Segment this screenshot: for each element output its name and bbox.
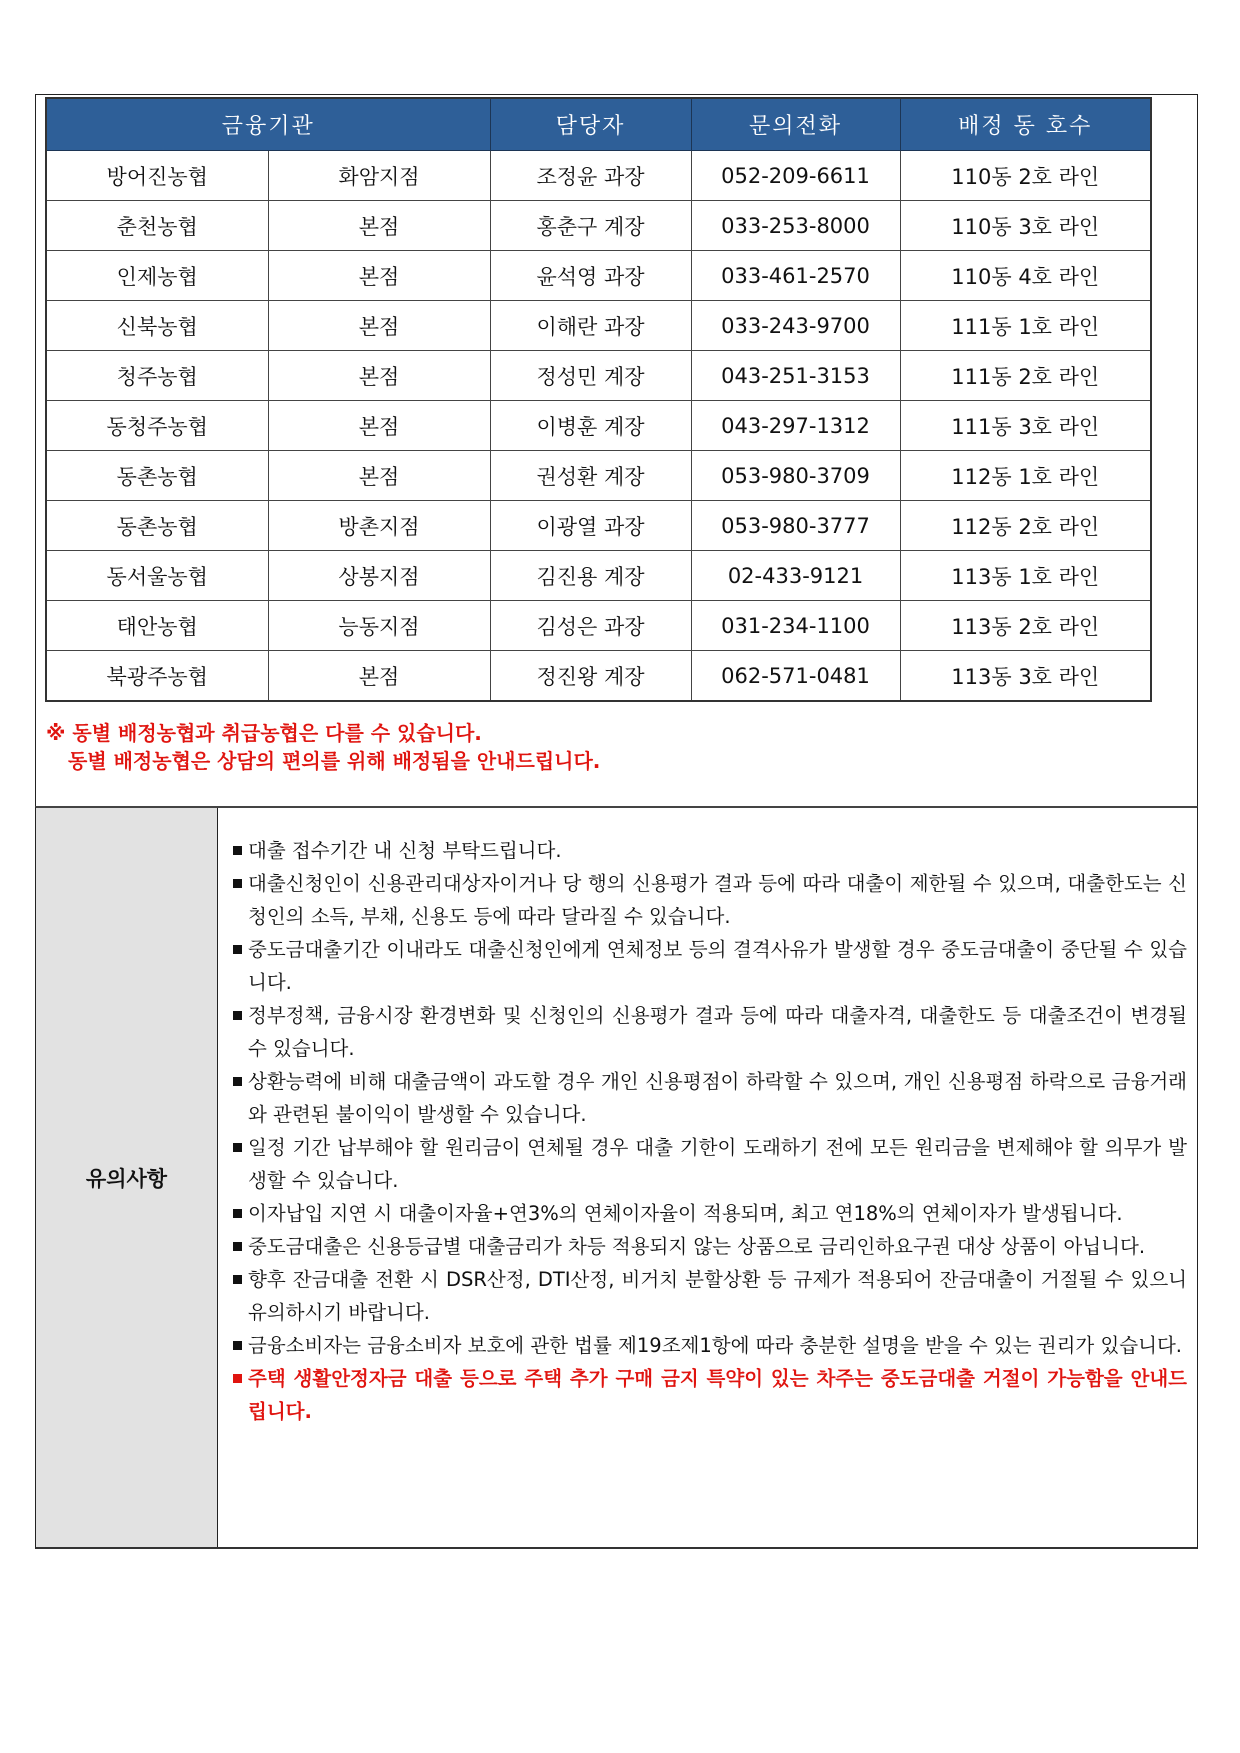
phone-number: 033-253-8000 [691, 201, 900, 251]
table-row [46, 151, 1151, 201]
caution-item: 대출 접수기간 내 신청 부탁드립니다. [232, 834, 1187, 867]
branch-name: 화암지점 [268, 151, 490, 201]
branch-name: 능동지점 [268, 601, 490, 651]
header-institution: 금융기관 [46, 98, 490, 151]
branch-name: 본점 [268, 201, 490, 251]
bank-name: 방어진농협 [46, 151, 268, 201]
square-bullet-icon [233, 879, 242, 888]
phone-number: 02-433-9121 [691, 551, 900, 601]
branch-name: 본점 [268, 401, 490, 451]
branch-name: 본점 [268, 451, 490, 501]
header-manager: 담당자 [490, 98, 691, 151]
branch-name: 상봉지점 [268, 551, 490, 601]
caution-item: 대출신청인이 신용관리대상자이거나 당 행의 신용평가 결과 등에 따라 대출이 제한될 수 있으며, 대출한도는 신청인의 소득, 부채, 신용도 등에 따라 달라질 수 있습니다. [232, 867, 1187, 933]
manager-name: 윤석영 과장 [490, 251, 691, 301]
branch-name: 본점 [268, 351, 490, 401]
manager-name: 정성민 계장 [490, 351, 691, 401]
caution-item: 일정 기간 납부해야 할 원리금이 연체될 경우 대출 기한이 도래하기 전에 모든 원리금을 변제해야 할 의무가 발생할 수 있습니다. [232, 1131, 1187, 1197]
phone-number: 033-243-9700 [691, 301, 900, 351]
square-bullet-icon [233, 1011, 242, 1020]
assignment: 113동 2호 라인 [900, 601, 1151, 651]
phone-number: 053-980-3709 [691, 451, 900, 501]
cautions-section [35, 806, 1198, 1549]
square-bullet-icon [233, 1341, 242, 1350]
manager-name: 김성은 과장 [490, 601, 691, 651]
table-row [46, 451, 1151, 501]
square-bullet-icon [233, 1374, 242, 1383]
caution-item: 금융소비자는 금융소비자 보호에 관한 법률 제19조제1항에 따라 충분한 설명을 받을 수 있는 권리가 있습니다. [232, 1329, 1187, 1362]
phone-number: 052-209-6611 [691, 151, 900, 201]
assignment: 110동 4호 라인 [900, 251, 1151, 301]
square-bullet-icon [233, 1275, 242, 1284]
table-body [46, 151, 1151, 702]
manager-name: 권성환 계장 [490, 451, 691, 501]
bank-name: 동청주농협 [46, 401, 268, 451]
square-bullet-icon [233, 846, 242, 855]
caution-item: 이자납입 지연 시 대출이자율+연3%의 연체이자율이 적용되며, 최고 연18%의 연체이자가 발생됩니다. [232, 1197, 1187, 1230]
phone-number: 053-980-3777 [691, 501, 900, 551]
square-bullet-icon [233, 1209, 242, 1218]
table-row [46, 601, 1151, 651]
bank-name: 청주농협 [46, 351, 268, 401]
square-bullet-icon [233, 1143, 242, 1152]
cautions-label: 유의사항 [36, 808, 218, 1547]
assignment: 111동 3호 라인 [900, 401, 1151, 451]
manager-name: 조정윤 과장 [490, 151, 691, 201]
manager-name: 홍춘구 계장 [490, 201, 691, 251]
branch-table [45, 97, 1152, 702]
branch-section [35, 94, 1198, 806]
phone-number: 043-251-3153 [691, 351, 900, 401]
phone-number: 031-234-1100 [691, 601, 900, 651]
note-line-2: 동별 배정농협은 상담의 편의를 위해 배정됨을 안내드립니다. [68, 749, 601, 773]
bank-name: 동서울농협 [46, 551, 268, 601]
bank-name: 신북농협 [46, 301, 268, 351]
manager-name: 이광열 과장 [490, 501, 691, 551]
square-bullet-icon [233, 945, 242, 954]
manager-name: 김진용 계장 [490, 551, 691, 601]
phone-number: 033-461-2570 [691, 251, 900, 301]
branch-name: 방촌지점 [268, 501, 490, 551]
table-row [46, 651, 1151, 702]
phone-number: 062-571-0481 [691, 651, 900, 702]
header-assignment: 배정 동 호수 [900, 98, 1151, 151]
table-row [46, 501, 1151, 551]
caution-item-highlighted: 주택 생활안정자금 대출 등으로 주택 추가 구매 금지 특약이 있는 차주는 중도금대출 거절이 가능함을 안내드립니다. [232, 1362, 1187, 1428]
caution-item: 중도금대출기간 이내라도 대출신청인에게 연체정보 등의 결격사유가 발생할 경우 중도금대출이 중단될 수 있습니다. [232, 933, 1187, 999]
table-row [46, 251, 1151, 301]
assignment: 110동 2호 라인 [900, 151, 1151, 201]
branch-name: 본점 [268, 301, 490, 351]
branch-name: 본점 [268, 251, 490, 301]
bank-name: 동촌농협 [46, 451, 268, 501]
caution-item: 정부정책, 금융시장 환경변화 및 신청인의 신용평가 결과 등에 따라 대출자격, 대출한도 등 대출조건이 변경될 수 있습니다. [232, 999, 1187, 1065]
note-line-1: ※ 동별 배정농협과 취급농협은 다를 수 있습니다. [46, 721, 482, 745]
assignment: 113동 1호 라인 [900, 551, 1151, 601]
caution-item: 향후 잔금대출 전환 시 DSR산정, DTI산정, 비거치 분할상환 등 규제가 적용되어 잔금대출이 거절될 수 있으니 유의하시기 바랍니다. [232, 1263, 1187, 1329]
phone-number: 043-297-1312 [691, 401, 900, 451]
bank-name: 태안농협 [46, 601, 268, 651]
caution-item: 중도금대출은 신용등급별 대출금리가 차등 적용되지 않는 상품으로 금리인하요구권 대상 상품이 아닙니다. [232, 1230, 1187, 1263]
bank-name: 동촌농협 [46, 501, 268, 551]
square-bullet-icon [233, 1077, 242, 1086]
cautions-list [218, 808, 1197, 1547]
assignment: 110동 3호 라인 [900, 201, 1151, 251]
assignment: 111동 2호 라인 [900, 351, 1151, 401]
bank-name: 북광주농협 [46, 651, 268, 702]
manager-name: 이해란 과장 [490, 301, 691, 351]
branch-name: 본점 [268, 651, 490, 702]
assignment: 111동 1호 라인 [900, 301, 1151, 351]
caution-item: 상환능력에 비해 대출금액이 과도할 경우 개인 신용평점이 하락할 수 있으며, 개인 신용평점 하락으로 금융거래와 관련된 불이익이 발생할 수 있습니다. [232, 1065, 1187, 1131]
assignment: 112동 2호 라인 [900, 501, 1151, 551]
table-row [46, 301, 1151, 351]
table-row [46, 551, 1151, 601]
square-bullet-icon [233, 1242, 242, 1251]
assignment: 113동 3호 라인 [900, 651, 1151, 702]
assignment: 112동 1호 라인 [900, 451, 1151, 501]
table-row [46, 351, 1151, 401]
manager-name: 정진왕 계장 [490, 651, 691, 702]
header-phone: 문의전화 [691, 98, 900, 151]
bank-name: 인제농협 [46, 251, 268, 301]
table-row [46, 201, 1151, 251]
bank-name: 춘천농협 [46, 201, 268, 251]
table-row [46, 401, 1151, 451]
table-header-row [46, 98, 1151, 151]
manager-name: 이병훈 계장 [490, 401, 691, 451]
assignment-note [46, 719, 600, 775]
